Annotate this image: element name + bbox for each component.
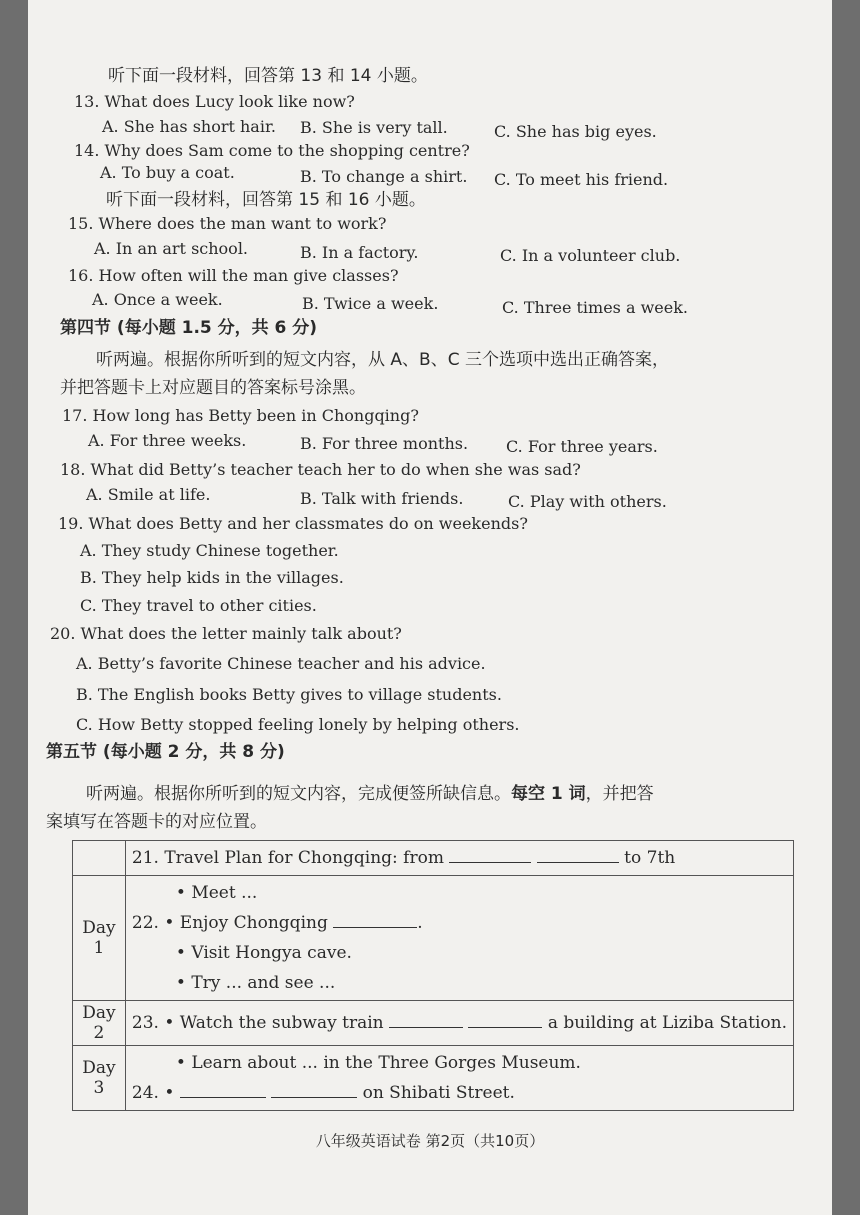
section5-instruction-1 — [86, 784, 654, 804]
q13-stem: 13. What does Lucy look like now? — [74, 92, 355, 111]
q16-stem: 16. How often will the man give classes? — [68, 266, 399, 285]
day2-watch-end: a building at Liziba Station. — [547, 1013, 787, 1033]
section4-score: (每小题 1.5 分，共 6 分) — [116, 318, 318, 338]
q15-16-intro: 听下面一段材料，回答第 15 和 16 小题。 — [106, 190, 426, 210]
day3-street: on Shibati Street. — [362, 1083, 515, 1103]
section5-heading — [46, 742, 285, 762]
q15-stem: 15. Where does the man want to work? — [68, 214, 387, 233]
section4-title: 第四节 — [60, 318, 111, 338]
travel-plan-table — [72, 840, 794, 1111]
day1-enjoy: • Enjoy Chongqing — [164, 913, 328, 933]
blank-22[interactable] — [333, 911, 417, 928]
q20-option-c: C. How Betty stopped feeling lonely by helping others. — [76, 715, 520, 734]
q15-option-c: C. In a volunteer club. — [500, 246, 681, 265]
day2-content — [125, 1001, 793, 1046]
exam-page — [28, 0, 832, 1215]
q16-option-a: A. Once a week. — [92, 290, 223, 309]
section5-word-limit: 每空 1 词 — [511, 784, 586, 804]
plan-title-cell — [125, 841, 793, 876]
q17-option-c: C. For three years. — [506, 437, 658, 456]
day1-enjoy-end: . — [417, 913, 423, 933]
day3-label: Day 3 — [73, 1046, 126, 1111]
section4-instruction-1: 听两遍。根据你所听到的短文内容，从 A、B、C 三个选项中选出正确答案， — [96, 350, 669, 370]
plan-row-day2 — [73, 1001, 794, 1046]
section5-instruction-1a: 听两遍。根据你所听到的短文内容，完成便签所缺信息。 — [86, 784, 511, 804]
section5-score: (每小题 2 分，共 8 分) — [102, 742, 285, 762]
day1-label: Day 1 — [73, 876, 126, 1001]
q14-option-a: A. To buy a coat. — [100, 163, 235, 182]
q17-option-a: A. For three weeks. — [88, 431, 247, 450]
plan-empty-cell — [73, 841, 126, 876]
section5-instruction-1c: ，并把答 — [585, 784, 654, 804]
q18-option-b: B. Talk with friends. — [300, 489, 464, 508]
blank-24b[interactable] — [271, 1081, 357, 1098]
plan-row-day1 — [73, 876, 794, 1001]
day1-try: • Try ... and see ... — [175, 973, 336, 993]
q19-option-c: C. They travel to other cities. — [80, 596, 317, 615]
section4-instruction-2: 并把答题卡上对应题目的答案标号涂黑。 — [60, 378, 366, 398]
q17-option-b: B. For three months. — [300, 434, 469, 453]
q16-option-c: C. Three times a week. — [502, 298, 689, 317]
plan-title-text: 21. Travel Plan for Chongqing: from — [131, 848, 444, 868]
q19-stem: 19. What does Betty and her classmates do on weekends? — [58, 514, 528, 533]
q19-option-b: B. They help kids in the villages. — [80, 568, 344, 587]
plan-row-title — [73, 841, 794, 876]
q13-14-intro: 听下面一段材料，回答第 13 和 14 小题。 — [108, 66, 428, 86]
day1-content — [125, 876, 793, 1001]
q13-option-c: C. She has big eyes. — [494, 122, 657, 141]
q18-option-c: C. Play with others. — [508, 492, 667, 511]
plan-row-day3 — [73, 1046, 794, 1111]
q19-option-a: A. They study Chinese together. — [80, 541, 339, 560]
section5-instruction-2: 案填写在答题卡的对应位置。 — [46, 812, 267, 832]
q16-option-b: B. Twice a week. — [302, 294, 439, 313]
q18-stem: 18. What did Betty’s teacher teach her to do when she was sad? — [60, 460, 581, 479]
blank-23a[interactable] — [389, 1011, 463, 1028]
section5-title: 第五节 — [46, 742, 97, 762]
day3-content — [125, 1046, 793, 1111]
day2-label: Day 2 — [73, 1001, 126, 1046]
day3-learn: • Learn about ... in the Three Gorges Museum. — [175, 1053, 581, 1073]
q15-option-b: B. In a factory. — [300, 243, 419, 262]
blank-21b[interactable] — [537, 846, 619, 863]
blank-21a[interactable] — [449, 846, 531, 863]
day1-meet: • Meet ... — [175, 883, 258, 903]
page-footer: 八年级英语试卷 第2页（共10页） — [315, 1132, 545, 1150]
section4-heading — [60, 318, 317, 338]
q14-option-c: C. To meet his friend. — [494, 170, 669, 189]
q17-stem: 17. How long has Betty been in Chongqing? — [62, 406, 419, 425]
q13-option-a: A. She has short hair. — [102, 117, 276, 136]
q22-number: 22. — [131, 913, 159, 933]
q14-option-b: B. To change a shirt. — [300, 167, 468, 186]
q14-stem: 14. Why does Sam come to the shopping centre? — [74, 141, 470, 160]
day1-visit: • Visit Hongya cave. — [175, 943, 352, 963]
q20-option-b: B. The English books Betty gives to village students. — [76, 685, 502, 704]
q24-number: 24. • — [131, 1083, 175, 1103]
q20-option-a: A. Betty’s favorite Chinese teacher and his advice. — [76, 654, 486, 673]
plan-title-end: to 7th — [624, 848, 676, 868]
blank-24a[interactable] — [180, 1081, 266, 1098]
q18-option-a: A. Smile at life. — [86, 485, 211, 504]
q20-stem: 20. What does the letter mainly talk about? — [50, 624, 402, 643]
blank-23b[interactable] — [468, 1011, 542, 1028]
q15-option-a: A. In an art school. — [94, 239, 249, 258]
q13-option-b: B. She is very tall. — [300, 118, 448, 137]
day2-watch: 23. • Watch the subway train — [131, 1013, 384, 1033]
